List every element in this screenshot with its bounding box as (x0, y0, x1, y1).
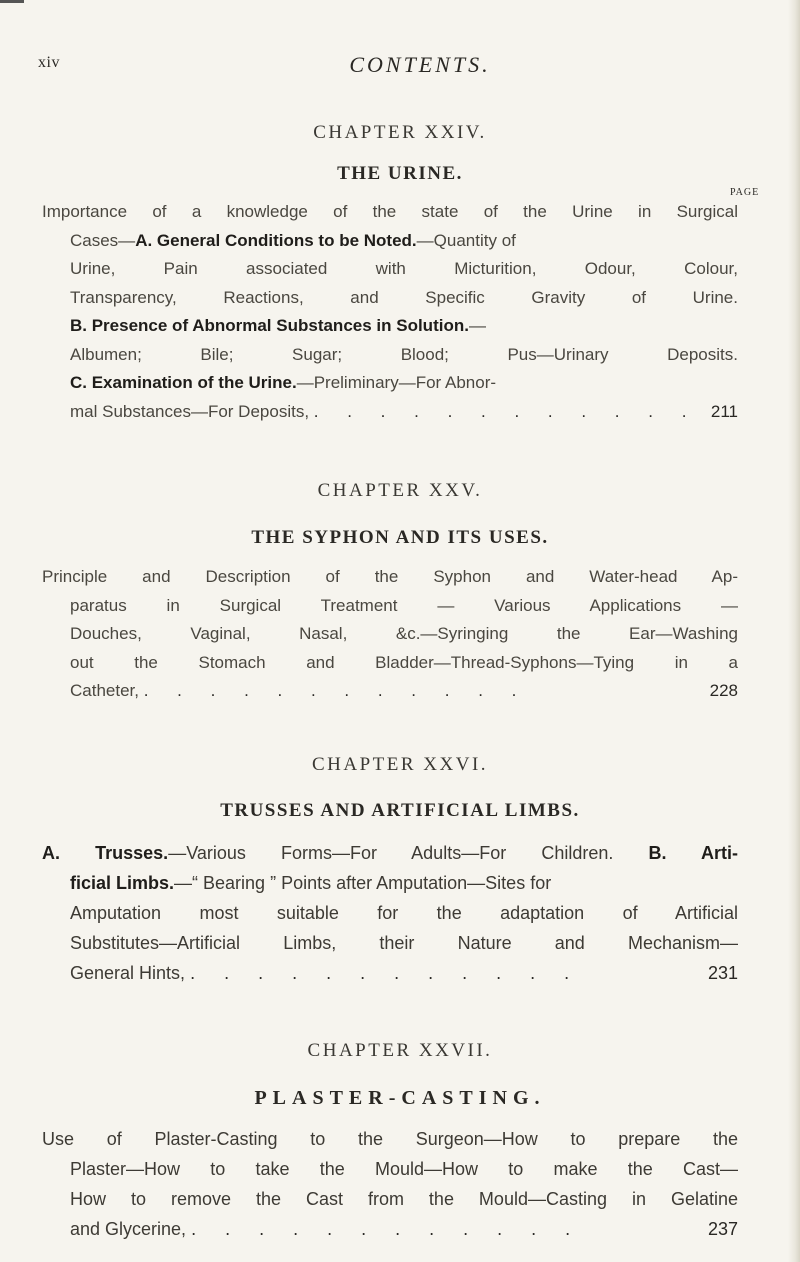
page-number: xiv (38, 54, 60, 71)
summary-line: Principle and Description of the Syphon and Water-head Ap- (42, 567, 738, 586)
summary-line: Amputation most suitable for the adaptation of Artificial (70, 903, 738, 923)
chapter-title: THE SYPHON AND ITS USES. (251, 527, 549, 548)
dot-leader: . . . . . . . . . . . . (313, 401, 699, 421)
chapter-summary (42, 563, 738, 706)
page-reference: 237 (707, 1219, 738, 1239)
summary-line: C. Examination of the Urine.—Preliminary—For Abnor- (70, 373, 497, 392)
summary-line: and Glycerine, . . . . . . . . . . . . 237 (42, 1214, 738, 1244)
summary-line: Catheter, . . . . . . . . . . . . 228 (42, 677, 738, 706)
chapter-title: TRUSSES AND ARTIFICIAL LIMBS. (220, 800, 580, 821)
summary-line: A. Trusses.—Various Forms—For Adults—For Children. B. Arti- (42, 843, 738, 863)
summary-line: out the Stomach and Bladder—Thread-Syphons—Tying in a (70, 652, 738, 672)
summary-line: Douches, Vaginal, Nasal, &c.—Syringing the Ear—Washing (70, 624, 738, 643)
summary-line: Cases—A. General Conditions to be Noted.—Quantity of (70, 230, 516, 250)
chapter-number: CHAPTER XXVI. (311, 754, 489, 775)
summary-line: paratus in Surgical Treatment — Various Applications — (70, 595, 738, 615)
page-reference: 211 (710, 401, 738, 421)
page-reference: 231 (707, 963, 738, 983)
summary-line: Substitutes—Artificial Limbs, their Nature and Mechanism— (70, 933, 738, 953)
summary-line: General Hints, . . . . . . . . . . . . 231 (42, 958, 738, 988)
summary-line: Use of Plaster-Casting to the Surgeon—How to prepare the (42, 1129, 738, 1149)
chapter-number: CHAPTER XXVII. (307, 1040, 493, 1061)
summary-line: How to remove the Cast from the Mould—Casting in Gelatine (70, 1189, 738, 1209)
page-corner-mark (0, 0, 24, 3)
chapter-summary (42, 838, 738, 988)
running-head: CONTENTS. (349, 52, 491, 77)
summary-line: Albumen; Bile; Sugar; Blood; Pus—Urinary Deposits. (70, 344, 738, 364)
dot-leader: . . . . . . . . . . . . (190, 963, 582, 983)
summary-line: Urine, Pain associated with Micturition, Odour, Colour, (70, 259, 738, 278)
summary-line: Importance of a knowledge of the state of the Urine in Surgical (42, 202, 738, 221)
chapter-number: CHAPTER XXIV. (313, 122, 487, 143)
summary-line: Transparency, Reactions, and Specific Gravity of Urine. (70, 287, 738, 307)
dot-leader: . . . . . . . . . . . . (143, 681, 529, 700)
dot-leader: . . . . . . . . . . . . (191, 1219, 583, 1239)
summary-line: mal Substances—For Deposits, . . . . . . . . . . . . 211 (42, 398, 738, 427)
summary-line: ficial Limbs.—“ Bearing ” Points after Amputation—Sites for (70, 873, 552, 893)
summary-line: B. Presence of Abnormal Substances in Solution.— (70, 316, 486, 335)
chapter-summary (42, 1124, 738, 1244)
chapter-number: CHAPTER XXV. (317, 480, 483, 501)
chapter-title: THE URINE. (337, 163, 463, 184)
page-column-label: PAGE (730, 187, 760, 198)
chapter-title: PLASTER-CASTING. (254, 1087, 546, 1109)
page-edge (788, 0, 800, 1262)
page-reference: 228 (709, 681, 738, 700)
chapter-summary (42, 198, 738, 426)
summary-line: Plaster—How to take the Mould—How to make the Cast— (70, 1159, 738, 1179)
